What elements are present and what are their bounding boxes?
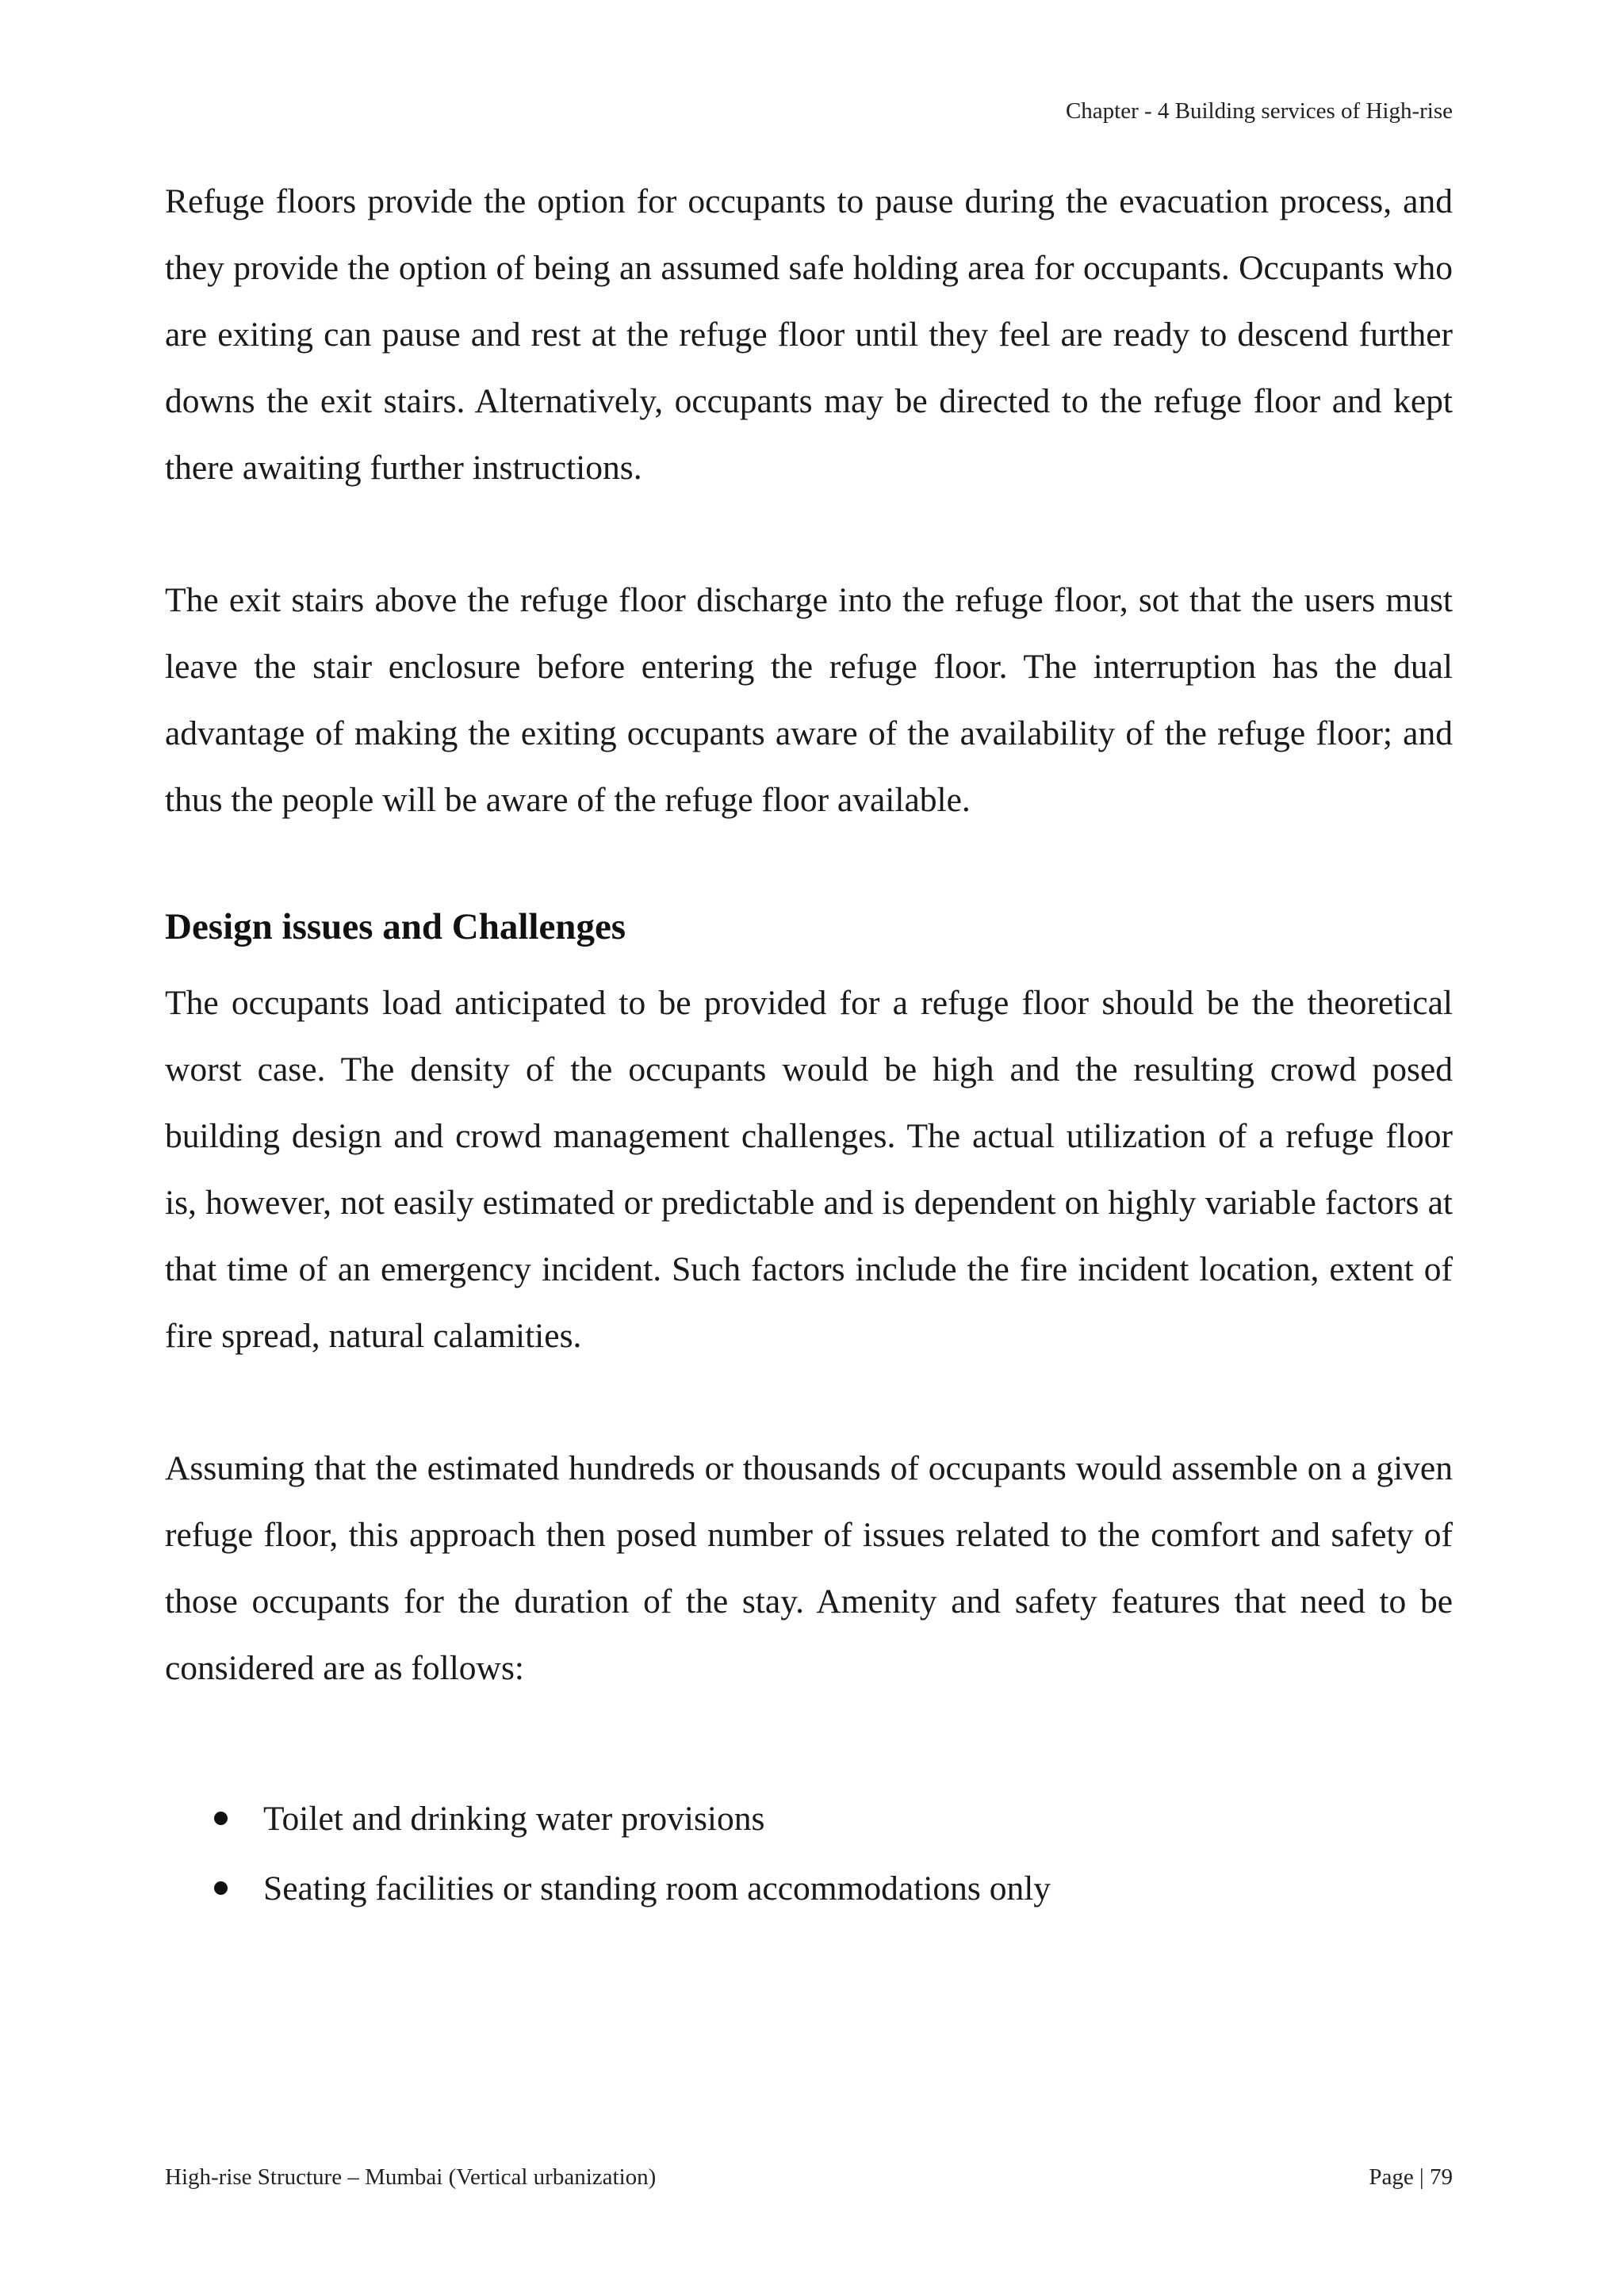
list-item <box>165 1784 1453 1854</box>
page-content <box>165 168 1453 1923</box>
footer-page-number: Page | 79 <box>1369 2164 1453 2190</box>
paragraph-amenity-features: Assuming that the estimated hundreds or thousands of occupants would assemble on a given refuge floor, this approach then posed number of issues related to the comfort and safety of those occupants for the duration of the stay. Amenity and safety features that need to be considered are as follows: <box>165 1449 1453 1687</box>
amenity-bullet-list <box>165 1784 1453 1923</box>
bullet-icon <box>214 1881 228 1895</box>
paragraph-occupant-load: The occupants load anticipated to be provided for a refuge floor should be the theoretical worst case. The density of the occupants would be high and the resulting crowd posed building design and crowd management challenges. The actual utilization of a refuge floor is, however, not easily estimated or predictable and is dependent on highly variable factors at that time of an emergency incident. Such factors include the fire incident location, extent of fire spread, natural calamities. <box>165 984 1453 1355</box>
footer-document-title: High-rise Structure – Mumbai (Vertical urbanization) <box>165 2164 657 2190</box>
paragraph-exit-stairs: The exit stairs above the refuge floor discharge into the refuge floor, sot that the users must leave the stair enclosure before entering the refuge floor. The interruption has the dual advantage of making the exiting occupants aware of the availability of the refuge floor; and thus the people will be aware of the refuge floor available. <box>165 581 1453 819</box>
section-heading: Design issues and Challenges <box>165 906 626 947</box>
list-item-text: Toilet and drinking water provisions <box>263 1800 765 1838</box>
paragraph-refuge-floors: Refuge floors provide the option for occupants to pause during the evacuation process, and they provide the option of being an assumed safe holding area for occupants. Occupants who are exiting can pause and rest at the refuge floor until they feel are ready to descend further downs the exit stairs. Alternatively, occupants may be directed to the refuge floor and kept there awaiting further instructions. <box>165 182 1453 487</box>
list-item <box>165 1854 1453 1923</box>
running-header: Chapter - 4 Building services of High-rise <box>1065 98 1453 124</box>
bullet-icon <box>214 1812 228 1825</box>
list-item-text: Seating facilities or standing room accommodations only <box>263 1869 1051 1908</box>
